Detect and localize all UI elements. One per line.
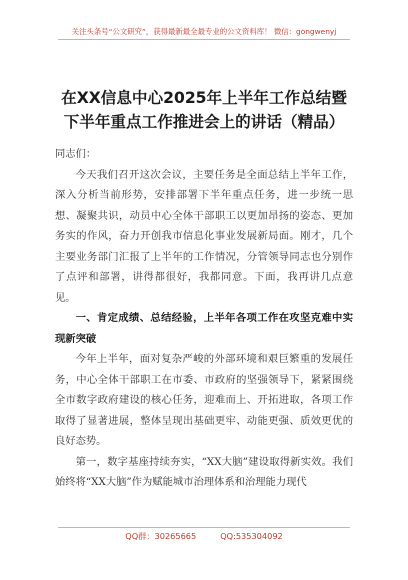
header-promo-note: 关注头条号“公文研究”，获得最新最全最专业的公文资料库！ 微信：gongwenyj: [71, 27, 337, 36]
title-line-1: 在XX信息中心2025年上半年工作总结暨: [61, 89, 347, 107]
document-title: [18, 86, 390, 134]
header-divider: [58, 39, 350, 40]
footer-qq-group: QQ群：30265665: [125, 531, 197, 541]
footer-qq: QQ:535304092: [220, 531, 283, 541]
paragraph-intro: 今天我们召开这次会议，主要任务是全面总结上半年工作，深入分析当前形势，安排部署下半年重点任务，进一步统一思想、凝聚共识，动员中心全体干部职工以更加昂扬的姿态、更加务实的作风，奋力开创我市信息化事业发展新局面。刚才，几个主要业务部门汇报了上半年的工作情况，分管领导同志也分别作了点评和部署，讲得都很好，我都同意。下面，我再讲几点意见。: [55, 168, 353, 304]
paragraph-first-point: 第一，数字基座持续夯实，“XX大脑”建设取得新实效。我们始终将“XX大脑”作为赋能城市治理体系和治理能力现代: [55, 455, 353, 488]
document-body: [55, 144, 353, 493]
footer-contact: [0, 531, 408, 542]
footer-divider: [58, 527, 350, 528]
paragraph-achievements: 今年上半年，面对复杂严峻的外部环境和艰巨繁重的发展任务，中心全体干部职工在市委、市政府的坚强领导下，紧紧围绕全市数字政府建设的核心任务，迎难而上、开拓进取，各项工作取得了显著进展，整体呈现出基础更牢、动能更强、质效更优的良好态势。: [55, 353, 353, 447]
salutation: 同志们：: [55, 148, 97, 160]
title-line-2: 下半年重点工作推进会上的讲话（精品）: [63, 113, 345, 131]
section-heading-1: 一、肯定成绩、总结经验，上半年各项工作在攻坚克难中实现新突破: [55, 312, 353, 345]
